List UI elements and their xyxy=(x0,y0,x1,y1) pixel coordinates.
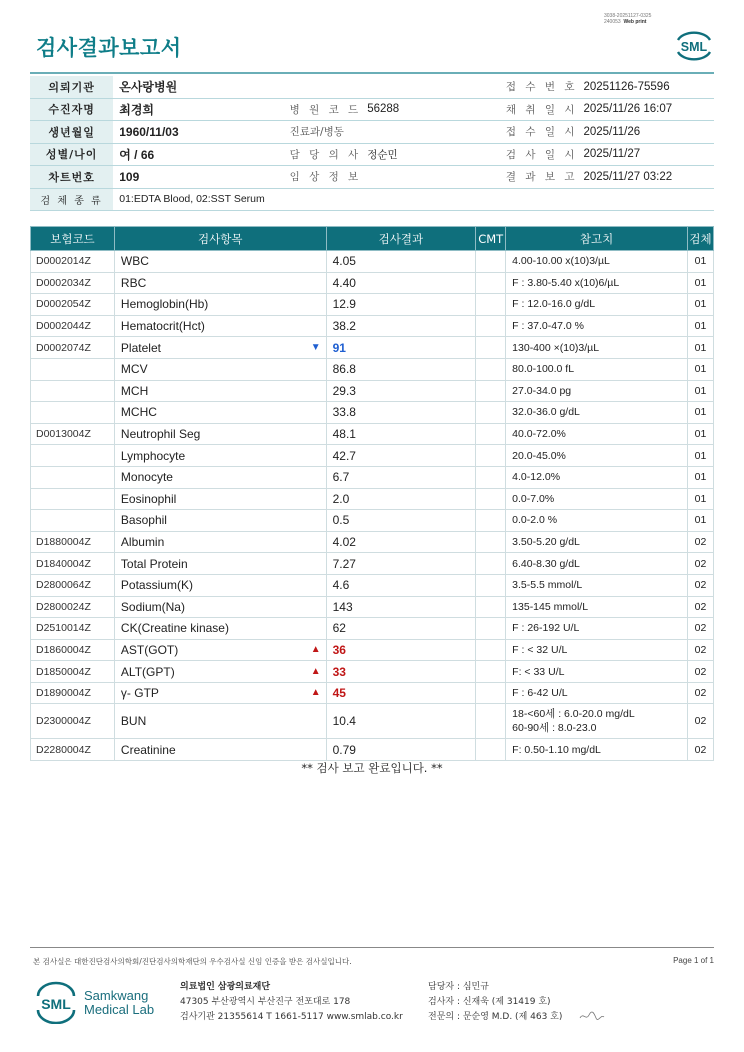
insurance-code-cell: D1860004Z xyxy=(31,639,115,661)
sml-logo-text: SML xyxy=(680,40,708,54)
sml-logo-icon xyxy=(672,28,716,64)
result-value-cell: 7.27 xyxy=(326,553,476,575)
collect-value: 2025/11/26 16:07 xyxy=(577,98,714,121)
test-item-cell xyxy=(114,272,326,294)
reference-range-line: 40.0-72.0% xyxy=(512,428,566,441)
patient-label: 수진자명 xyxy=(30,98,113,121)
table-row xyxy=(31,272,714,294)
result-value-cell: 33.8 xyxy=(326,402,476,424)
reference-range-line: F : 26-192 U/L xyxy=(512,622,580,635)
reference-range-cell xyxy=(506,618,688,640)
table-row xyxy=(31,531,714,553)
table-row xyxy=(31,596,714,618)
examiner-line: 검사자 : 신재욱 (제 31419 호) xyxy=(428,997,551,1007)
result-value-cell: 4.05 xyxy=(326,251,476,273)
reference-range-line: 20.0-45.0% xyxy=(512,449,566,462)
lab-brand-line1: Samkwang xyxy=(84,988,149,1003)
reference-range-cell xyxy=(506,574,688,596)
reference-range-line: 80.0-100.0 fL xyxy=(512,363,575,376)
comment-cell xyxy=(476,423,506,445)
insurance-code-cell: D1840004Z xyxy=(31,553,115,575)
document-code-line2: 240053 Web print xyxy=(604,19,647,25)
specimen-cell: 01 xyxy=(688,251,714,273)
test-item-name: CK(Creatine kinase) xyxy=(120,621,229,636)
table-row xyxy=(31,618,714,640)
dob-value: 1960/11/03 xyxy=(113,121,279,144)
reference-range-cell xyxy=(506,466,688,488)
table-row xyxy=(31,445,714,467)
insurance-code-cell xyxy=(31,488,115,510)
reference-range-line: 6.40-8.30 g/dL xyxy=(512,557,580,570)
reference-range-line: F : 3.80-5.40 x(10)6/µL xyxy=(512,276,620,289)
test-item-name: γ- GTP xyxy=(120,686,159,701)
test-item-cell xyxy=(114,596,326,618)
insurance-code-cell xyxy=(31,358,115,380)
test-item-cell xyxy=(114,639,326,661)
reference-range-line: 0.0-2.0 % xyxy=(512,514,558,527)
test-item-cell xyxy=(114,661,326,683)
dob-label: 생년월일 xyxy=(30,121,113,144)
reference-range-cell xyxy=(506,402,688,424)
accreditation-note: 본 검사실은 대한진단검사의학회/진단검사의학재단의 우수검사실 신임 인증을 받은 검사실입니다. xyxy=(33,957,352,966)
insurance-code-cell: D2280004Z xyxy=(31,739,115,761)
result-value-cell: 0.79 xyxy=(326,739,476,761)
result-value-cell: 45 xyxy=(326,682,476,704)
sml-footer-logo-text: SML xyxy=(41,996,71,1012)
test-item-name: Potassium(K) xyxy=(120,578,193,593)
table-row xyxy=(31,337,714,359)
test-item-name: Creatinine xyxy=(120,742,176,757)
reference-range-cell xyxy=(506,445,688,467)
test-item-cell xyxy=(114,704,326,739)
comment-cell xyxy=(476,380,506,402)
test-item-cell xyxy=(114,315,326,337)
results-body xyxy=(31,251,714,761)
header-ref: 참고치 xyxy=(506,227,688,251)
test-item-name: Hemoglobin(Hb) xyxy=(120,297,209,312)
info-row xyxy=(30,166,714,189)
table-row xyxy=(31,739,714,761)
result-value-cell: 2.0 xyxy=(326,488,476,510)
specimen-cell: 01 xyxy=(688,445,714,467)
table-row xyxy=(31,358,714,380)
insurance-code-cell: D0002044Z xyxy=(31,315,115,337)
sexage-label: 성별/나이 xyxy=(30,143,113,166)
specimen-cell: 01 xyxy=(688,337,714,359)
table-row xyxy=(31,553,714,575)
specimen-cell: 01 xyxy=(688,402,714,424)
test-item-cell xyxy=(114,466,326,488)
specimen-label: 검 체 종 류 xyxy=(30,188,113,211)
org-address: 47305 부산광역시 부산진구 전포대로 178 xyxy=(180,997,351,1007)
reference-range-line: 18-<60세 : 6.0-20.0 mg/dL xyxy=(512,708,635,721)
chart-value: 109 xyxy=(113,166,279,189)
specialist-line: 전문의 : 문순영 M.D. (제 463 호) xyxy=(428,1012,563,1022)
specimen-cell: 02 xyxy=(688,596,714,618)
test-item-name: ALT(GPT) xyxy=(120,664,175,679)
comment-cell xyxy=(476,510,506,532)
table-row xyxy=(31,704,714,739)
table-row xyxy=(31,574,714,596)
insurance-code-cell: D2800064Z xyxy=(31,574,115,596)
comment-cell xyxy=(476,488,506,510)
test-item-name: Total Protein xyxy=(120,556,188,571)
reference-range-line: 3.50-5.20 g/dL xyxy=(512,536,580,549)
test-item-cell xyxy=(114,423,326,445)
test-item-cell xyxy=(114,402,326,424)
info-row xyxy=(30,143,714,166)
test-item-name: MCHC xyxy=(120,405,157,420)
reference-range-line: F: 0.50-1.10 mg/dL xyxy=(512,743,601,756)
test-item-cell xyxy=(114,445,326,467)
patient-value: 최경희 xyxy=(113,98,279,121)
received-label: 접 수 일 시 xyxy=(492,121,578,144)
test-item-name: Albumin xyxy=(120,535,165,550)
chart-label: 차트번호 xyxy=(30,166,113,189)
hospital-code-value: 56288 xyxy=(361,98,492,121)
insurance-code-cell xyxy=(31,466,115,488)
reference-range-cell xyxy=(506,423,688,445)
page-number: Page 1 of 1 xyxy=(673,956,714,965)
table-row xyxy=(31,315,714,337)
specimen-cell: 02 xyxy=(688,553,714,575)
results-table xyxy=(30,226,714,761)
test-item-cell xyxy=(114,618,326,640)
result-value-cell: 4.02 xyxy=(326,531,476,553)
specimen-cell: 02 xyxy=(688,682,714,704)
hospital-code-label: 병 원 코 드 xyxy=(280,98,362,121)
table-row xyxy=(31,639,714,661)
specimen-cell: 02 xyxy=(688,618,714,640)
comment-cell xyxy=(476,337,506,359)
reference-range-line: 60-90세 : 8.0-23.0 xyxy=(512,722,597,735)
insurance-code-cell xyxy=(31,445,115,467)
receipt-no-value: 20251126-75596 xyxy=(577,76,714,98)
comment-cell xyxy=(476,661,506,683)
doctor-value: 정순민 xyxy=(361,143,492,166)
comment-cell xyxy=(476,553,506,575)
tested-label: 검 사 일 시 xyxy=(492,143,578,166)
specimen-cell: 01 xyxy=(688,358,714,380)
reference-range-cell xyxy=(506,704,688,739)
clinical-label: 임 상 정 보 xyxy=(280,166,362,189)
header-spec: 검체 xyxy=(688,227,714,251)
result-value-cell: 38.2 xyxy=(326,315,476,337)
reference-range-cell xyxy=(506,272,688,294)
test-item-name: MCH xyxy=(120,383,149,398)
test-item-cell xyxy=(114,739,326,761)
reference-range-cell xyxy=(506,337,688,359)
table-row xyxy=(31,251,714,273)
specimen-cell: 01 xyxy=(688,315,714,337)
test-item-name: Platelet xyxy=(120,340,161,355)
high-flag-icon: ▲ xyxy=(310,687,321,699)
comment-cell xyxy=(476,574,506,596)
comment-cell xyxy=(476,272,506,294)
lab-brand-line2: Medical Lab xyxy=(84,1002,155,1017)
request-org-label: 의뢰기관 xyxy=(30,76,113,98)
collect-label: 채 취 일 시 xyxy=(492,98,578,121)
specimen-cell: 01 xyxy=(688,272,714,294)
reference-range-cell xyxy=(506,596,688,618)
result-value-cell: 36 xyxy=(326,639,476,661)
comment-cell xyxy=(476,596,506,618)
specimen-cell: 01 xyxy=(688,466,714,488)
lab-brand-name xyxy=(84,989,154,1017)
reference-range-line: F: < 33 U/L xyxy=(512,665,565,678)
org-name: 의료법인 삼광의료재단 xyxy=(180,982,271,992)
comment-cell xyxy=(476,251,506,273)
comment-cell xyxy=(476,618,506,640)
tested-value: 2025/11/27 xyxy=(577,143,714,166)
table-row xyxy=(31,466,714,488)
footer-divider xyxy=(30,947,714,948)
test-item-name: AST(GOT) xyxy=(120,642,179,657)
org-contact: 검사기관 21355614 T 1661-5117 www.smlab.co.kr xyxy=(180,1012,403,1022)
reference-range-line: 32.0-36.0 g/dL xyxy=(512,406,580,419)
table-row xyxy=(31,402,714,424)
result-value-cell: 62 xyxy=(326,618,476,640)
reference-range-cell xyxy=(506,661,688,683)
sexage-value: 여 / 66 xyxy=(113,143,279,166)
report-label: 결 과 보 고 xyxy=(492,166,578,189)
reference-range-cell xyxy=(506,488,688,510)
patient-info-table xyxy=(30,76,714,211)
reference-range-cell xyxy=(506,251,688,273)
info-row xyxy=(30,76,714,98)
test-item-cell xyxy=(114,380,326,402)
insurance-code-cell: D0013004Z xyxy=(31,423,115,445)
insurance-code-cell: D2300004Z xyxy=(31,704,115,739)
test-item-name: RBC xyxy=(120,275,147,290)
document-code xyxy=(604,13,651,25)
test-item-name: Eosinophil xyxy=(120,491,177,506)
table-row xyxy=(31,510,714,532)
result-value-cell: 42.7 xyxy=(326,445,476,467)
comment-cell xyxy=(476,445,506,467)
specimen-cell: 01 xyxy=(688,423,714,445)
reference-range-cell xyxy=(506,315,688,337)
test-item-name: BUN xyxy=(120,714,147,729)
low-flag-icon: ▼ xyxy=(310,341,321,353)
result-value-cell: 48.1 xyxy=(326,423,476,445)
specimen-cell: 02 xyxy=(688,739,714,761)
test-item-cell xyxy=(114,682,326,704)
specimen-cell: 01 xyxy=(688,294,714,316)
comment-cell xyxy=(476,402,506,424)
table-row xyxy=(31,294,714,316)
reference-range-line: 3.5-5.5 mmol/L xyxy=(512,579,583,592)
result-value-cell: 91 xyxy=(326,337,476,359)
test-item-cell xyxy=(114,294,326,316)
reference-range-cell xyxy=(506,510,688,532)
reference-range-line: 4.0-12.0% xyxy=(512,471,561,484)
request-org-value: 온사랑병원 xyxy=(113,76,279,98)
result-value-cell: 143 xyxy=(326,596,476,618)
high-flag-icon: ▲ xyxy=(310,643,321,655)
signature-icon xyxy=(578,1009,606,1023)
test-item-cell xyxy=(114,337,326,359)
header-divider xyxy=(30,72,714,74)
header-result: 검사결과 xyxy=(326,227,476,251)
comment-cell xyxy=(476,682,506,704)
test-item-cell xyxy=(114,510,326,532)
insurance-code-cell: D0002034Z xyxy=(31,272,115,294)
reference-range-line: F : 12.0-16.0 g/dL xyxy=(512,298,596,311)
result-value-cell: 10.4 xyxy=(326,704,476,739)
reference-range-line: F : 6-42 U/L xyxy=(512,687,568,700)
document-code-line1: 3038-20251127-0325 xyxy=(604,13,652,19)
result-value-cell: 6.7 xyxy=(326,466,476,488)
result-value-cell: 29.3 xyxy=(326,380,476,402)
test-item-cell xyxy=(114,488,326,510)
organization-info xyxy=(180,980,403,1025)
high-flag-icon: ▲ xyxy=(310,665,321,677)
comment-cell xyxy=(476,466,506,488)
test-item-cell xyxy=(114,531,326,553)
table-row xyxy=(31,423,714,445)
reference-range-line: 4.00-10.00 x(10)3/µL xyxy=(512,255,610,268)
header-cmt: CMT xyxy=(476,227,506,251)
reference-range-cell xyxy=(506,380,688,402)
reference-range-line: 130-400 ×(10)3/µL xyxy=(512,341,600,354)
comment-cell xyxy=(476,531,506,553)
result-value-cell: 86.8 xyxy=(326,358,476,380)
info-row xyxy=(30,121,714,144)
comment-cell xyxy=(476,739,506,761)
info-row xyxy=(30,98,714,121)
insurance-code-cell xyxy=(31,402,115,424)
test-item-name: WBC xyxy=(120,254,149,269)
test-item-cell xyxy=(114,553,326,575)
test-item-cell xyxy=(114,251,326,273)
reference-range-cell xyxy=(506,682,688,704)
dept-value xyxy=(361,121,492,144)
reference-range-line: 27.0-34.0 pg xyxy=(512,384,572,397)
reference-range-line: F : < 32 U/L xyxy=(512,643,568,656)
received-value: 2025/11/26 xyxy=(577,121,714,144)
reference-range-cell xyxy=(506,294,688,316)
reference-range-line: 0.0-7.0% xyxy=(512,492,555,505)
header-item: 검사항목 xyxy=(114,227,326,251)
test-item-cell xyxy=(114,358,326,380)
specimen-cell: 01 xyxy=(688,380,714,402)
comment-cell xyxy=(476,315,506,337)
insurance-code-cell: D1890004Z xyxy=(31,682,115,704)
test-item-name: Neutrophil Seg xyxy=(120,427,201,442)
result-value-cell: 0.5 xyxy=(326,510,476,532)
test-item-name: Monocyte xyxy=(120,470,173,485)
insurance-code-cell: D0002014Z xyxy=(31,251,115,273)
reference-range-cell xyxy=(506,639,688,661)
page-title: 검사결과보고서 xyxy=(36,36,182,60)
reference-range-cell xyxy=(506,553,688,575)
specimen-cell: 01 xyxy=(688,488,714,510)
insurance-code-cell: D2510014Z xyxy=(31,618,115,640)
result-value-cell: 4.40 xyxy=(326,272,476,294)
receipt-no-label: 접 수 번 호 xyxy=(492,76,578,98)
reference-range-line: F : 37.0-47.0 % xyxy=(512,320,584,333)
insurance-code-cell: D0002054Z xyxy=(31,294,115,316)
specimen-value: 01:EDTA Blood, 02:SST Serum xyxy=(113,188,714,211)
results-header-row xyxy=(31,227,714,251)
manager-line: 담당자 : 심민규 xyxy=(428,982,489,992)
staff-info xyxy=(428,980,562,1025)
test-item-name: Sodium(Na) xyxy=(120,599,185,614)
insurance-code-cell: D0002074Z xyxy=(31,337,115,359)
reference-range-line: 135-145 mmol/L xyxy=(512,600,589,613)
reference-range-cell xyxy=(506,739,688,761)
comment-cell xyxy=(476,704,506,739)
table-row xyxy=(31,682,714,704)
test-item-name: Lymphocyte xyxy=(120,448,186,463)
specimen-cell: 01 xyxy=(688,510,714,532)
result-value-cell: 4.6 xyxy=(326,574,476,596)
clinical-value xyxy=(361,166,492,189)
reference-range-cell xyxy=(506,531,688,553)
specimen-cell: 02 xyxy=(688,704,714,739)
comment-cell xyxy=(476,639,506,661)
comment-cell xyxy=(476,358,506,380)
specimen-cell: 02 xyxy=(688,661,714,683)
test-item-name: Hematocrit(Hct) xyxy=(120,319,205,334)
test-item-name: Basophil xyxy=(120,513,167,528)
specimen-cell: 02 xyxy=(688,639,714,661)
insurance-code-cell xyxy=(31,510,115,532)
test-item-cell xyxy=(114,574,326,596)
report-complete-text: ** 검사 보고 완료입니다. ** xyxy=(301,761,443,775)
insurance-code-cell: D2800024Z xyxy=(31,596,115,618)
report-value: 2025/11/27 03:22 xyxy=(577,166,714,189)
info-row xyxy=(30,188,714,211)
insurance-code-cell xyxy=(31,380,115,402)
doctor-label: 담 당 의 사 xyxy=(280,143,362,166)
insurance-code-cell: D1880004Z xyxy=(31,531,115,553)
table-row xyxy=(31,380,714,402)
reference-range-cell xyxy=(506,358,688,380)
result-value-cell: 33 xyxy=(326,661,476,683)
specimen-cell: 02 xyxy=(688,531,714,553)
table-row xyxy=(31,661,714,683)
specimen-cell: 02 xyxy=(688,574,714,596)
result-value-cell: 12.9 xyxy=(326,294,476,316)
header-code: 보험코드 xyxy=(31,227,115,251)
dept-label: 진료과/병동 xyxy=(280,121,362,144)
test-item-name: MCV xyxy=(120,362,148,377)
insurance-code-cell: D1850004Z xyxy=(31,661,115,683)
table-row xyxy=(31,488,714,510)
comment-cell xyxy=(476,294,506,316)
sml-footer-logo-icon xyxy=(34,980,78,1024)
